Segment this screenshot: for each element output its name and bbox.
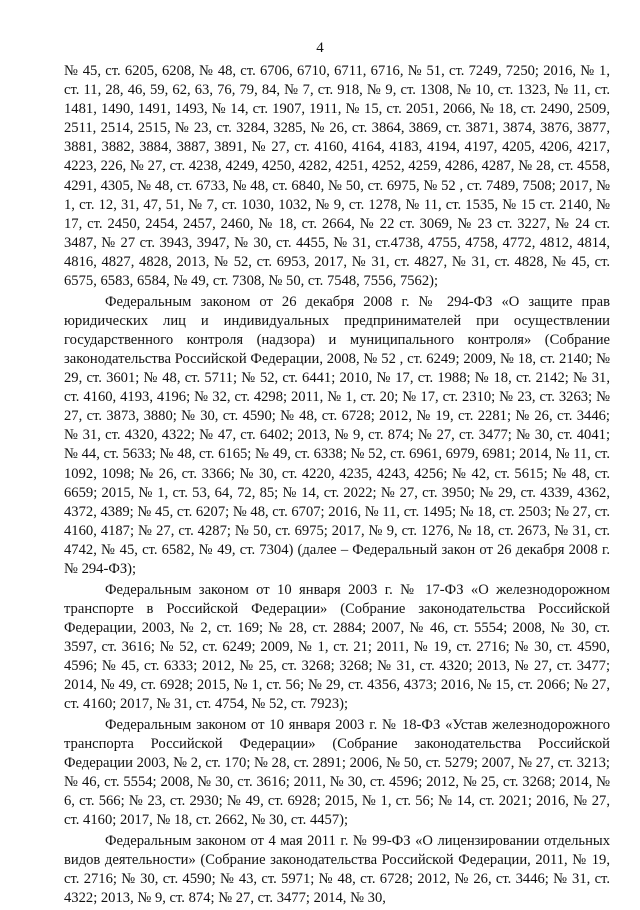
paragraph-law-294-fz: Федеральным законом от 26 декабря 2008 г. № 294-ФЗ «О защите прав юридических лиц и индивидуальных предпринимателей при осуществлении государственного контроля (надзора) и муниципального контроля» (Собрание законодательства Российской Федерации, 2008, № 52 , ст. 6249; 2009, № 18, ст. 2140; № 29, ст. 3601; № 48, ст. 5711; № 52, ст. 6441; 2010, № 17, ст. 1988; № 18, ст. 2142; № 31, ст. 4160, 4193, 4196; № 32, ст. 4298; 2011, № 1, ст. 20; № 17, ст. 2310; № 23, ст. 3263; № 27, ст. 3873, 3880; № 30, ст. 4590; № 48, ст. 6728; 2012, № 19, ст. 2281; № 26, ст. 3446; № 31, ст. 4320, 4322; № 47, ст. 6402; 2013, № 9, ст. 874; № 27, ст. 3477; № 30, ст. 4041; № 44, ст. 5633; № 48, ст. 6165; № 49, ст. 6338; № 52, ст. 6961, 6979, 6981; 2014, № 11, ст. 1092, 1098; № 26, ст. 3366; № 30, ст. 4220, 4235, 4243, 4256; № 42, ст. 5615; № 48, ст. 6659; 2015, № 1, ст. 53, 64, 72, 85; № 14, ст. 2022; № 27, ст. 3950; № 29, ст. 4339, 4362, 4372, 4389; № 45, ст. 6207; № 48, ст. 6707; 2016, № 11, ст. 1495; № 18, ст. 2503; № 27, ст. 4160, 4187; № 27, ст. 4287; № 50, ст. 6975; 2017, № 9, ст. 1276, № 18, ст. 2673, № 31, ст. 4742, № 45, ст. 6582, № 49, ст. 7304) (далее – Федеральный закон от 26 декабря 2008 г. № 294-ФЗ);: [64, 293, 610, 578]
paragraph-law-18-fz: Федеральным законом от 10 января 2003 г. № 18-ФЗ «Устав железнодорожного транспорта Российской Федерации» (Собрание законодательства Российской Федерации 2003, № 2, ст. 170; № 28, ст. 2891; 2006, № 50, ст. 5279; 2007, № 27, ст. 3213; № 46, ст. 5554; 2008, № 30, ст. 3616; 2011, № 30, ст. 4596; 2012, № 25, ст. 3268; 2014, № 6, ст. 566; № 23, ст. 2930; № 49, ст. 6928; 2015, № 1, ст. 56; № 14, ст. 2021; 2016, № 27, ст. 4160; 2017, № 18, ст. 2662, № 30, ст. 4457);: [64, 716, 610, 829]
paragraph-law-99-fz: Федеральным законом от 4 мая 2011 г. № 99-ФЗ «О лицензировании отдельных видов деятельности» (Собрание законодательства Российской Федерации, 2011, № 19, ст. 2716; № 30, ст. 4590; № 43, ст. 5971; № 48, ст. 6728; 2012, № 26, ст. 3446; № 31, ст. 4322; 2013, № 9, ст. 874; № 27, ст. 3477; 2014, № 30,: [64, 833, 610, 907]
paragraph-citations-continued: № 45, ст. 6205, 6208, № 48, ст. 6706, 6710, 6711, 6716, № 51, ст. 7249, 7250; 2016, № 1, ст. 11, 28, 46, 59, 62, 63, 76, 79, 84, № 7, ст. 918, № 9, ст. 1308, № 10, ст. 1323, № 11, ст. 1481, 1490, 1491, 1493, № 14, ст. 1907, 1911, № 15, ст. 2051, 2066, № 18, ст. 2490, 2509, 2511, 2514, 2515, № 23, ст. 3284, 3285, № 26, ст. 3864, 3869, ст. 3871, 3874, 3876, 3877, 3881, 3882, 3884, 3887, 3891, № 27, ст. 4160, 4164, 4183, 4194, 4197, 4205, 4206, 4217, 4223, 226, № 27, ст. 4238, 4249, 4250, 4282, 4251, 4252, 4259, 4286, 4287, № 28, ст. 4558, 4291, 4305, № 48, ст. 6733, № 48, ст. 6840, № 50, ст. 6975, № 52 , ст. 7489, 7508; 2017, № 1, ст. 12, 31, 47, 51, № 7, ст. 1030, 1032, № 9, ст. 1278, № 11, ст. 1535, № 15 ст. 2140, № 17, ст. 2450, 2454, 2457, 2460, № 18, ст. 2664, № 22 ст. 3069, № 23 ст. 3227, № 24 ст. 3487, № 27 ст. 3943, 3947, № 30, ст. 4455, № 31, ст.4738, 4755, 4758, 4772, 4812, 4814, 4816, 4827, 4828, 2013, № 52, ст. 6953, 2017, № 31, ст. 4827, № 31, ст. 4828, № 45, ст. 6575, 6583, 6584, № 49, ст. 7308, № 50, ст. 7548, 7556, 7562);: [64, 63, 610, 290]
page-number: 4: [316, 40, 324, 56]
document-body: [64, 62, 610, 910]
paragraph-law-17-fz: Федеральным законом от 10 января 2003 г. № 17-ФЗ «О железнодорожном транспорте в Российской Федерации» (Собрание законодательства Российской Федерации, 2003, № 2, ст. 169; № 28, ст. 2884; 2007, № 46, ст. 5554; 2008, № 30, ст. 3597, ст. 3616; № 52, ст. 6249; 2009, № 1, ст. 21; 2011, № 19, ст. 2716; № 30, ст. 4590, 4596; № 45, ст. 6333; 2012, № 25, ст. 3268; 3268; № 31, ст. 4320; 2013, № 27, ст. 3477; 2014, № 49, ст. 6928; 2015, № 1, ст. 56; № 29, ст. 4356, 4373; 2016, № 15, ст. 2066; № 27, ст. 4160; 2017, № 31, ст. 4754, № 52, ст. 7923);: [64, 581, 610, 713]
